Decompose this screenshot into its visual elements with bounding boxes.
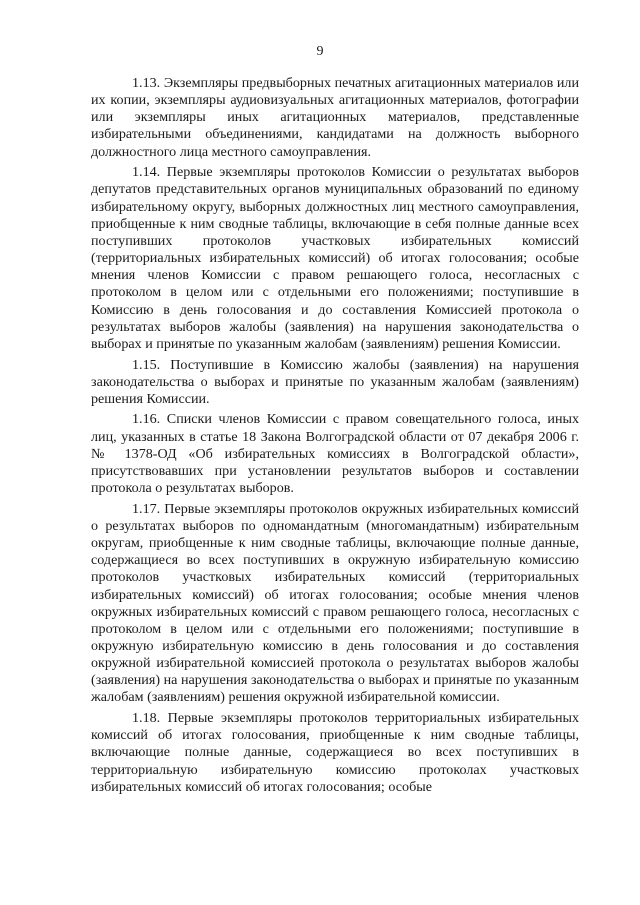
paragraph-1-13: 1.13. Экземпляры предвыборных печатных агитационных материалов или их копии, экземпляры аудиовизуальных агитационных материалов, фотографии или экземпляры иных агитационных материалов, представленные избирательными объединениями, кандидатами на должность выборного должностного лица местного самоуправления. [91, 75, 579, 160]
page-number: 9 [316, 44, 324, 59]
paragraph-1-15: 1.15. Поступившие в Комиссию жалобы (заявления) на нарушения законодательства о выборах и принятые по указанным жалобам (заявлениям) решения Комиссии. [91, 356, 579, 407]
paragraph-1-18: 1.18. Первые экземпляры протоколов территориальных избирательных комиссий об итогах голосования, приобщенные к ним сводные таблицы, включающие полные данные, содержащиеся во всех поступивших в территориальную избирательную комиссию протоколах участковых избирательных комиссий об итогах голосования; особые [91, 710, 579, 795]
paragraph-1-16: 1.16. Списки членов Комиссии с правом совещательного голоса, иных лиц, указанных в статье 18 Закона Волгоградской области от 07 декабря 2006 г. № 1378-ОД «Об избирательных комиссиях в Волгоградской области», присутствовавших при установлении результатов выборов и составлении протокола о результатах выборов. [91, 411, 579, 497]
document-body [91, 75, 579, 796]
paragraph-1-14: 1.14. Первые экземпляры протоколов Комиссии о результатах выборов депутатов представительных органов муниципальных образований по единому избирательному округу, выборных должностных лиц местного самоуправления, приобщенные к ним сводные таблицы, включающие в себя полные данные всех поступивших протоколов участковых избирательных комиссий (территориальных избирательных комиссий) об итогах голосования; особые мнения членов Комиссии с правом решающего голоса, несогласных с протоколом в целом или с отдельными его положениями; поступившие в Комиссию в день голосования и до составления Комиссией протокола о результатах выборов жалобы (заявления) на нарушения законодательства о выборах и принятые по указанным жалобам (заявлениям) решения Комиссии. [91, 164, 579, 352]
paragraph-1-17: 1.17. Первые экземпляры протоколов окружных избирательных комиссий о результатах выборов по одномандатным (многомандатным) избирательным округам, приобщенные к ним сводные таблицы, включающие полные данные, содержащиеся во всех поступивших в окружную избирательную комиссию протоколов участковых избирательных комиссий (территориальных избирательных комиссий) об итогах голосования; особые мнения членов окружных избирательных комиссий с правом решающего голоса, несогласных с протоколом в целом или с отдельными его положениями; поступившие в окружную избирательную комиссию в день голосования и до составления окружной избирательной комиссией протокола о результатах выборов жалобы (заявления) на нарушения законодательства о выборах и принятые по указанным жалобам (заявлениям) решения окружной избирательной комиссии. [91, 500, 579, 706]
